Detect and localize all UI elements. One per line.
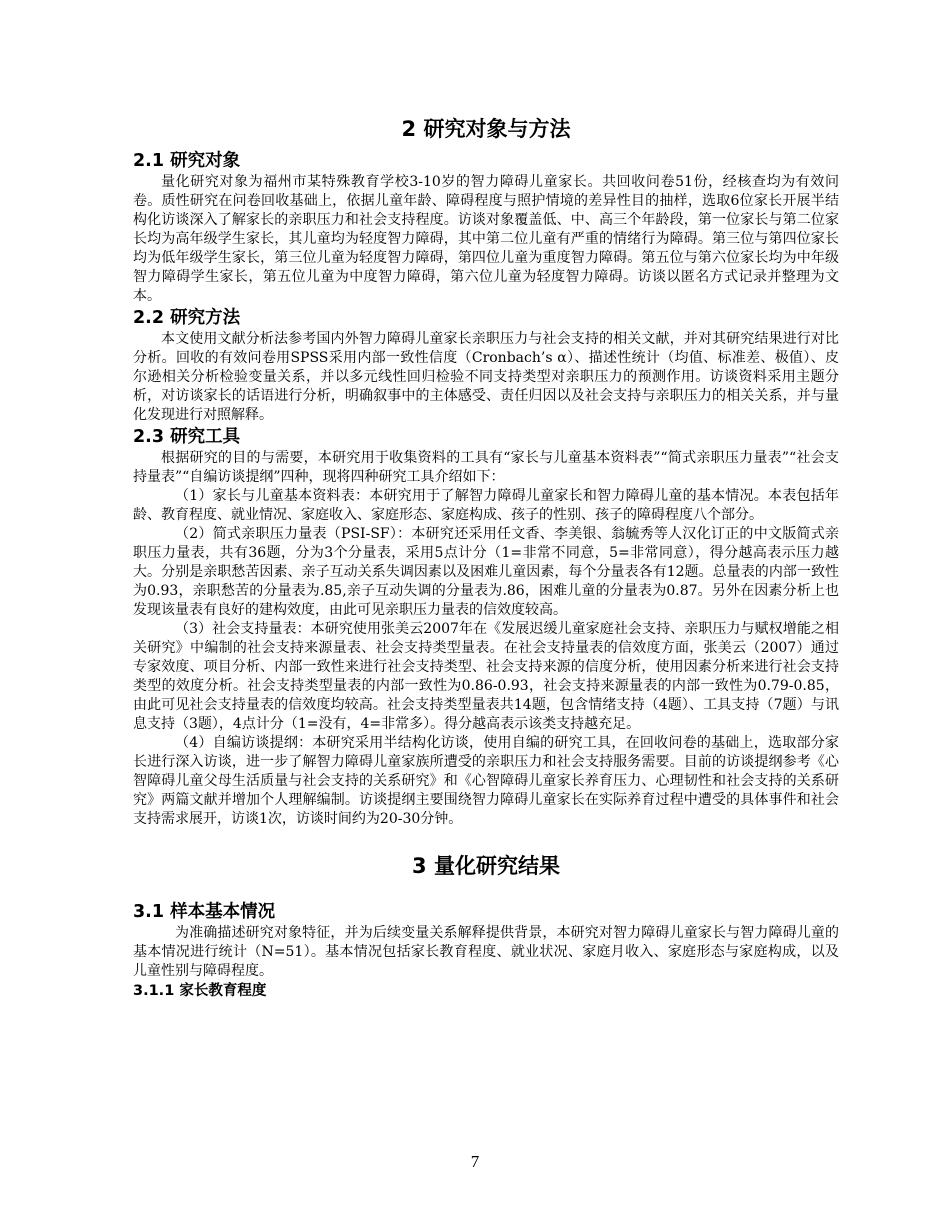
section-3-1-1-heading: 3.1.1 家长教育程度	[133, 983, 267, 999]
paragraph-2-2-research-methods: 本文使用文献分析法参考国内外智力障碍儿童家长亲职压力与社会支持的相关文献，并对其研究结果进行对比分析。回收的有效问卷用SPSS采用内部一致性信度（Cronbach’s α）、描述性统计（均值、标准差、极值）、皮尔逊相关分析检验变量关系，并以多元线性回归检验不同支持类型对亲职压力的预测作用。访谈资料采用主题分析，对访谈家长的话语进行分析，明确叙事中的主体感受、责任归因以及社会支持与亲职压力的相关关系，并与量化发现进行对照解释。	[133, 331, 839, 423]
paragraph-2-3-item-4: （4）自编访谈提纲：本研究采用半结构化访谈，使用自编的研究工具，在回收问卷的基础上，选取部分家长进行深入访谈，进一步了解智力障碍儿童家族所遭受的亲职压力和社会支持服务需要。目前的访谈提纲参考《心智障碍儿童父母生活质量与社会支持的关系研究》和《心智障碍儿童家长养育压力、心理韧性和社会支持的关系研究》两篇文献并增加个人理解编制。访谈提纲主要围绕智力障碍儿童家长在实际养育过程中遭受的具体事件和社会支持需求展开，访谈1次，访谈时间约为20-30分钟。	[133, 735, 839, 827]
section-3-heading: 3 量化研究结果	[412, 854, 560, 878]
section-2-heading: 2 研究对象与方法	[401, 117, 571, 141]
section-2-2-heading: 2.2 研究方法	[133, 308, 241, 328]
paragraph-3-1-sample: 为准确描述研究对象特征，并为后续变量关系解释提供背景，本研究对智力障碍儿童家长与智力障碍儿童的基本情况进行统计（N=51）。基本情况包括家长教育程度、就业状况、家庭月收入、家庭形态与家庭构成，以及儿童性别与障碍程度。	[133, 925, 839, 979]
page-number: 7	[470, 1152, 480, 1171]
paragraph-2-1-research-subjects: 量化研究对象为福州市某特殊教育学校3-10岁的智力障碍儿童家长。共回收问卷51份，经核查均为有效问卷。质性研究在问卷回收基础上，依据儿童年龄、障碍程度与照护情境的差异性目的抽样，选取6位家长开展半结构化访谈深入了解家长的亲职压力和社会支持程度。访谈对象覆盖低、中、高三个年龄段，第一位家长与第二位家长均为高年级学生家长，其儿童均为轻度智力障碍，其中第二位儿童有严重的情绪行为障碍。第三位与第四位家长均为低年级学生家长，第三位儿童为轻度智力障碍，第四位儿童为重度智力障碍。第五位与第六位家长均为中年级智力障碍学生家长，第五位儿童为中度智力障碍，第六位儿童为轻度智力障碍。访谈以匿名方式记录并整理为文本。	[133, 174, 839, 304]
paragraph-2-3-item-1: （1）家长与儿童基本资料表：本研究用于了解智力障碍儿童家长和智力障碍儿童的基本情况。本表包括年龄、教育程度、就业情况、家庭收入、家庭形态、家庭构成、孩子的性别、孩子的障碍程度八个部分。	[133, 488, 839, 523]
section-2-1-heading: 2.1 研究对象	[133, 151, 241, 171]
section-2-3-heading: 2.3 研究工具	[133, 427, 241, 447]
paragraph-2-3-item-2: （2）简式亲职压力量表（PSI-SF）：本研究还采用任文香、李美银、翁毓秀等人汉化订正的中文版简式亲职压力量表，共有36题，分为3个分量表，采用5点计分（1=非常不同意，5=非常同意），得分越高表示压力越大。分别是亲职愁苦因素、亲子互动关系失调因素以及困难儿童因素，每个分量表各有12题。总量表的内部一致性为0.93，亲职愁苦的分量表为.85,亲子互动失调的分量表为.86，困难儿童的分量表为0.87。另外在因素分析上也发现该量表有良好的建构效度，由此可见亲职压力量表的信效度较高。	[133, 526, 839, 618]
page-content	[133, 110, 839, 1001]
paragraph-2-3-item-3: （3）社会支持量表：本研究使用张美云2007年在《发展迟缓儿童家庭社会支持、亲职压力与赋权增能之相关研究》中编制的社会支持来源量表、社会支持类型量表。在社会支持量表的信效度方面，张美云（2007）通过专家效度、项目分析、内部一致性来进行社会支持类型、社会支持来源的信度分析，使用因素分析来进行社会支持类型的效度分析。社会支持类型量表的内部一致性为0.86-0.93，社会支持来源量表的内部一致性为0.79-0.85，由此可见社会支持量表的信效度均较高。社会支持类型量表共14题，包含情绪支持（4题）、工具支持（7题）与讯息支持（3题），4点计分（1=没有，4=非常多）。得分越高表示该类支持越充足。	[133, 621, 839, 732]
paragraph-2-3-intro: 根据研究的目的与需要，本研究用于收集资料的工具有“家长与儿童基本资料表”“简式亲职压力量表”“社会支持量表”“自编访谈提纲”四种，现将四种研究工具介绍如下：	[133, 450, 839, 485]
section-3-1-heading: 3.1 样本基本情况	[133, 902, 276, 922]
